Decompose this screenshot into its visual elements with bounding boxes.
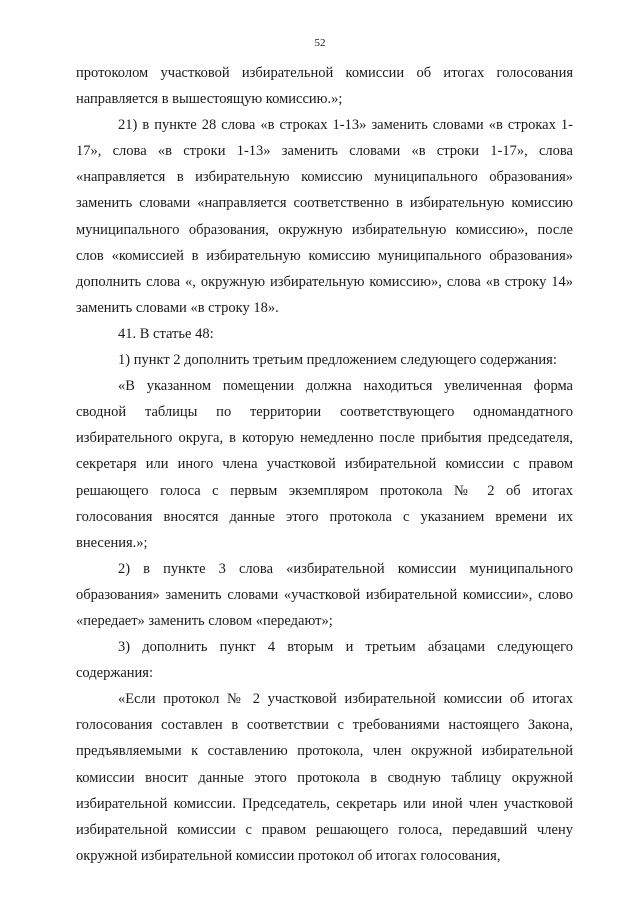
paragraph-item-2: 2) в пункте 3 слова «избирательной комиссии муниципального образования» заменить словами «участковой избирательной комиссии», слово «передает» заменить словом «передают»; [76,560,573,629]
document-body [76,60,573,869]
paragraph-article-heading: 41. В статье 48: [118,325,214,342]
paragraph-continuation: протоколом участковой избирательной комиссии об итогах голосования направляется в вышестоящую комиссию.»; [76,65,573,108]
paragraph-quote-1: «В указанном помещении должна находиться увеличенная форма сводной таблицы по территории соответствующего одномандатного избирательного округа, в которую немедленно после прибытия председателя, секретаря или иного члена участковой избирательной комиссии с правом решающего голоса с первым экземпляром протокола № 2 об итогах голосования вносятся данные этого протокола с указанием времени их внесения.»; [76,378,573,551]
paragraph-item-21: 21) в пункте 28 слова «в строках 1-13» заменить словами «в строках 1-17», слова «в строки 1-13» заменить словами «в строки 1-17», слова «направляется в избирательную комиссию муниципального образования» заменить словами «направляется соответственно в избирательную комиссию муниципального образования, окружную избирательную комиссию», после слов «комиссией в избирательную комиссию муниципального образования» дополнить слова «, окружную избирательную комиссию», слова «в строку 14» заменить словами «в строку 18». [76,117,573,316]
paragraph-quote-2: «Если протокол № 2 участковой избирательной комиссии об итогах голосования составлен в соответствии с требованиями настоящего Закона, предъявляемыми к составлению протокола, член окружной избирательной комиссии вносит данные этого протокола в сводную таблицу окружной избирательной комиссии. Председатель, секретарь или иной член участковой избирательной комиссии с правом решающего голоса, передавший члену окружной избирательной комиссии протокол об итогах голосования, [76,691,573,864]
paragraph-item-1: 1) пункт 2 дополнить третьим предложением следующего содержания: [118,352,557,369]
paragraph-item-3: 3) дополнить пункт 4 вторым и третьим абзацами следующего содержания: [76,639,573,682]
page-number: 52 [314,37,326,49]
